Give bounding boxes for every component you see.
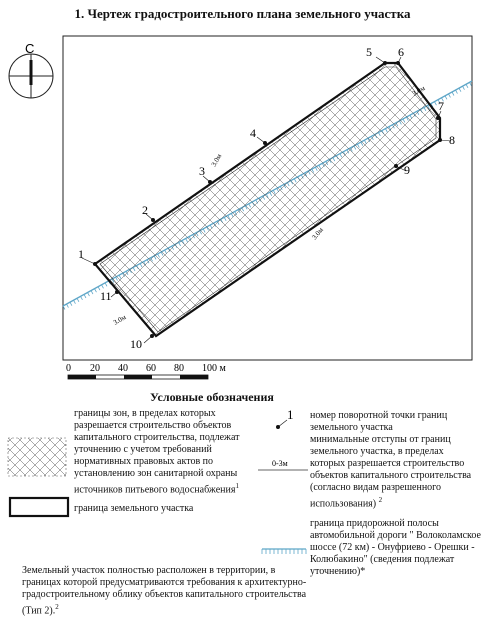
legend-road-symbol — [262, 549, 306, 554]
setback-label-sw: 3.0м — [112, 313, 128, 327]
scale-tick-0: 0 — [66, 363, 71, 374]
road-tick — [102, 285, 104, 289]
road-tick — [470, 82, 472, 86]
scale-tick-20: 20 — [90, 363, 100, 374]
point-label-8: 8 — [449, 133, 455, 147]
point-label-2: 2 — [142, 203, 148, 217]
point-label-9: 9 — [404, 163, 410, 177]
legend-turning-point-number: 1 — [287, 407, 294, 422]
point-label-10: 10 — [130, 337, 142, 351]
scale-tick-80: 80 — [174, 363, 184, 374]
road-tick — [449, 94, 451, 98]
legend-setback-body: минимальные отступы от границ земельного участка, в пределах которых разрешается строительство объектов капитального строительства (согласно видам разрешенного использования) — [310, 434, 472, 510]
road-tick — [91, 291, 93, 295]
setback-label-top: 3.0м — [209, 152, 224, 168]
road-tick — [67, 304, 69, 308]
road-tick — [463, 86, 465, 90]
road-tick — [77, 298, 79, 302]
scale-tick-100: 100 м — [202, 363, 226, 374]
legend-turning-point-symbol — [276, 420, 287, 429]
page-title: 1. Чертеж градостроительного плана земельного участка — [74, 6, 411, 21]
point-label-1: 1 — [78, 247, 84, 261]
legend-setback-sample: 0-3м — [272, 459, 288, 468]
land-parcel — [95, 63, 440, 336]
legend-water-zone-text — [74, 408, 252, 496]
legend-water-zone-body: границы зон, в пределах которых разрешается строительство объектов капитального строительства, подлежат уточнению с учетом требований нормативных правовых актов по установлению зон санитарной охраны источников питьевого водоснабжения — [74, 408, 240, 496]
road-tick — [459, 88, 461, 92]
point-label-5: 5 — [366, 45, 372, 59]
legend-setback-text — [310, 434, 478, 510]
point-label-4: 4 — [250, 126, 256, 140]
road-tick — [445, 96, 447, 100]
scale-bar — [68, 375, 208, 379]
legend-road-text: граница придорожной полосы автомобильной дороги " Волоколамское шоссе (72 км) - Онуфриево - Орешки - Колюбакино" (сведения подлежат уточнению)* — [310, 518, 481, 577]
scale-tick-60: 60 — [146, 363, 156, 374]
legend-water-zone-swatch — [8, 438, 66, 476]
compass-north-label: С — [25, 41, 35, 56]
road-tick — [74, 300, 76, 304]
scale-tick-40: 40 — [118, 363, 128, 374]
legend-footer-footnote: 2 — [55, 603, 59, 611]
legend-water-zone-footnote: 1 — [235, 482, 239, 490]
legend-footer-body: Земельный участок полностью расположен в территории, в границах которой предусматриваются требования к архитектурно-градостроительному облику объектов капитального строительства (Тип 2). — [22, 565, 307, 617]
road-tick — [84, 294, 86, 298]
setback-label-ne: 3.0м — [411, 84, 427, 98]
legend-footer-text — [22, 565, 312, 617]
legend-title: Условные обозначения — [150, 390, 274, 404]
legend-parcel-swatch — [10, 498, 68, 516]
point-label-3: 3 — [199, 164, 205, 178]
road-tick — [456, 90, 458, 94]
north-arrow-icon — [9, 54, 53, 98]
point-label-7: 7 — [438, 99, 444, 113]
road-tick — [452, 92, 454, 96]
point-label-11: 11 — [100, 289, 112, 303]
legend-setback-footnote: 2 — [378, 496, 383, 504]
road-tick — [95, 289, 97, 293]
road-tick — [88, 293, 90, 297]
road-tick — [70, 302, 72, 306]
road-tick — [105, 283, 107, 287]
point-label-6: 6 — [398, 45, 404, 59]
setback-label-mid: 3.0м — [310, 226, 326, 242]
road-tick — [434, 102, 436, 106]
legend-turning-point-text: номер поворотной точки границ земельного участка — [310, 410, 448, 433]
legend-parcel-text: граница земельного участка — [74, 503, 194, 514]
road-tick — [81, 296, 83, 300]
road-tick — [466, 84, 468, 88]
